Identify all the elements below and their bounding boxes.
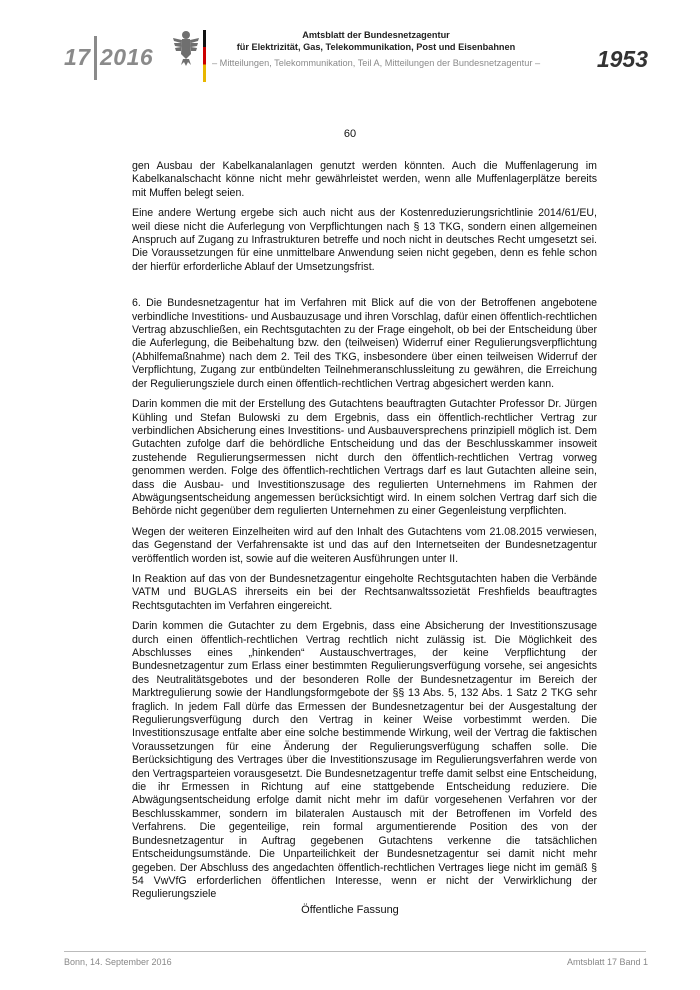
footer-date: Bonn, 14. September 2016 <box>64 957 172 967</box>
title-line-1: Amtsblatt der Bundesnetzagentur <box>302 30 450 40</box>
paragraph: In Reaktion auf das von der Bundesnetzagentur eingeholte Rechtsgutachten haben die Verbände VATM und BUGLAS ihrerseits ein bei der Rechtsanwaltssozietät Freshfields beauftragtes Rechtsgutachten im Verfahren eingereicht. <box>132 572 597 612</box>
paragraph: Darin kommen die mit der Erstellung des Gutachtens beauftragten Gutachter Professor Dr. Jürgen Kühling und Stefan Bulowski zu dem Ergebnis, dass ein öffentlich-rechtlicher Vertrag zur verbindlichen Absicherung eines Investitions- und Ausbauversprechens prinzipiell möglich ist. Dem Gutachten zufolge darf die behördliche Entscheidung und das der Beschlusskammer insoweit zustehende Regulierungsermessen nicht durch den öffentlich-rechtlichen Vertrag vorweg genommen werden. Folge des öffentlich-rechtlichen Vertrags darf es laut Gutachten alleine sein, dass die Ausbau- und Investitionszusage des regulierten Unternehmens im Rahmen der Abwägungsentscheidung angemessen berücksichtigt wird. In einem solchen Vertrag darf sich die Behörde nicht gegenüber dem regulierten Unternehmen zu einer Gegenleistung verpflichten. <box>132 398 597 518</box>
inner-page-number: 60 <box>343 128 357 140</box>
issue-label <box>64 44 153 71</box>
issue-separator <box>94 36 97 80</box>
footer-edition: Amtsblatt 17 Band 1 <box>566 957 648 967</box>
flag-bar <box>203 30 206 82</box>
paragraph: Eine andere Wertung ergebe sich auch nicht aus der Kostenreduzierungsrichtlinie 2014/61/EU, weil diese nicht die Auferlegung von Verpflichtungen nach § 13 TKG, sondern einen allgemeinen Anspruch auf Zugang zu Infrastrukturen betreffe und noch nicht in deutsches Recht umgesetzt sei. Die Voraussetzungen für eine unmittelbare Anwendung seien nicht gegeben, denn es fehle schon der hierfür erforderliche Ablauf der Umsetzungsfrist. <box>132 207 597 273</box>
federal-eagle-icon <box>172 28 200 68</box>
paragraph: 6. Die Bundesnetzagentur hat im Verfahren mit Blick auf die von der Betroffenen angebotene verbindliche Investitions- und Ausbauzusage und ihren Vorschlag, dafür einen öffentlich-rechtlichen Vertrag abzuschließen, ein Rechtsgutachten zu der Frage eingeholt, ob bei der Entscheidung über die Auferlegung, die Beibehaltung bzw. den (teilweisen) Widerruf einer Regulierungsverpflichtung (Abhilfemaßnahme) nach dem 2. Teil des TKG, insbesondere über einen teilweisen Widerruf der Verpflichtung, Zugang zur entbündelten Teilnehmeranschlussleitung zu gewähren, die Erreichung der Regulierungsziele durch einen öffentlich-rechtlichen Vertrag abgesichert werden kann. <box>132 297 597 390</box>
title-line-2: für Elektrizität, Gas, Telekommunikation, Post und Eisenbahnen <box>236 41 516 52</box>
publication-title <box>226 30 526 53</box>
paragraph: Darin kommen die Gutachter zu dem Ergebnis, dass eine Absicherung der Investitionszusage durch einen öffentlich-rechtlichen Vertrag rechtlich nicht zulässig ist. Die Möglichkeit des Abschlusses eines „hinkenden“ Austauschvertrages, der keine Verpflichtung der Bundesnetzagentur zum Erlass einer bestimmten Regulierungsverfügung vorsehe, sei angesichts des Neutralitätsgebotes und der besonderen Rolle der Bundesnetzagentur im Bereich der Marktregulierung sowie der Handlungsformgebote der §§ 13 Abs. 5, 132 Abs. 1 Satz 2 TKG sehr fraglich. In jedem Fall dürfe das Ermessen der Bundesnetzagentur bei der Ausgestaltung der Regulierungsverfügung durch den Vertrag in keiner Weise vorbestimmt werden. Die Investitionszusage entfalte aber eine solche bestimmende Wirkung, weil der Vertrag die faktischen Voraussetzungen für eine Änderung der Regulierungsverfügung schaffen solle. Die Berücksichtigung des Vertrages über die Investitionszusage im Regulierungsverfahren werde von den Vertragsparteien vorausgesetzt. Die Bundesnetzagentur treffe damit selbst eine Entscheidung, die ihr Ermessen in Richtung auf eine stattgebende Entscheidung reduziere. Die Abwägungsentscheidung erfolge damit nicht mehr im dafür vorgesehenen Verfahren vor der Beschlusskammer, sondern im bilateralen Austausch mit der Betroffenen im Vorfeld des Verfahrens. Die gegenteilige, rein formal argumentierende Position des von der Bundesnetzagentur in Auftrag gegebenen Gutachtens verkenne die tatsächlichen Entscheidungsumstände. Die Unparteilichkeit der Bundesnetzagentur sei damit nicht mehr gegeben. Der Abschluss des angedachten öffentlich-rechtlichen Vertrages liege nicht im gemäß § 54 VwVfG erforderlichen öffentlichen Interesse, wenn er nicht der Verwirklichung der Regulierungsziele <box>132 620 597 901</box>
issue-number: 17 <box>64 44 91 70</box>
public-version-label: Öffentliche Fassung <box>301 904 399 916</box>
issue-year: 2016 <box>100 44 154 70</box>
publication-subtitle: – Mitteilungen, Telekommunikation, Teil A, Mitteilungen der Bundesnetzagentur – <box>212 58 541 68</box>
paragraph: Wegen der weiteren Einzelheiten wird auf den Inhalt des Gutachtens vom 21.08.2015 verwiesen, das Gegenstand der Verfahrensakte ist und das auf den Internetseiten der Bundesnetzagentur veröffentlich worden ist, sowie auf die weiteren Ausführungen unter II. <box>132 525 597 565</box>
footer-divider <box>64 951 646 952</box>
paragraph: gen Ausbau der Kabelkanalanlagen genutzt werden könnten. Auch die Muffenlagerung im Kabelkanalschacht könne nicht mehr gewährleistet werden, wenn alle Muffenlagerplätze bereits mit Muffen belegt seien. <box>132 160 597 199</box>
document-body <box>132 160 597 909</box>
page-number: 1953 <box>596 46 648 72</box>
